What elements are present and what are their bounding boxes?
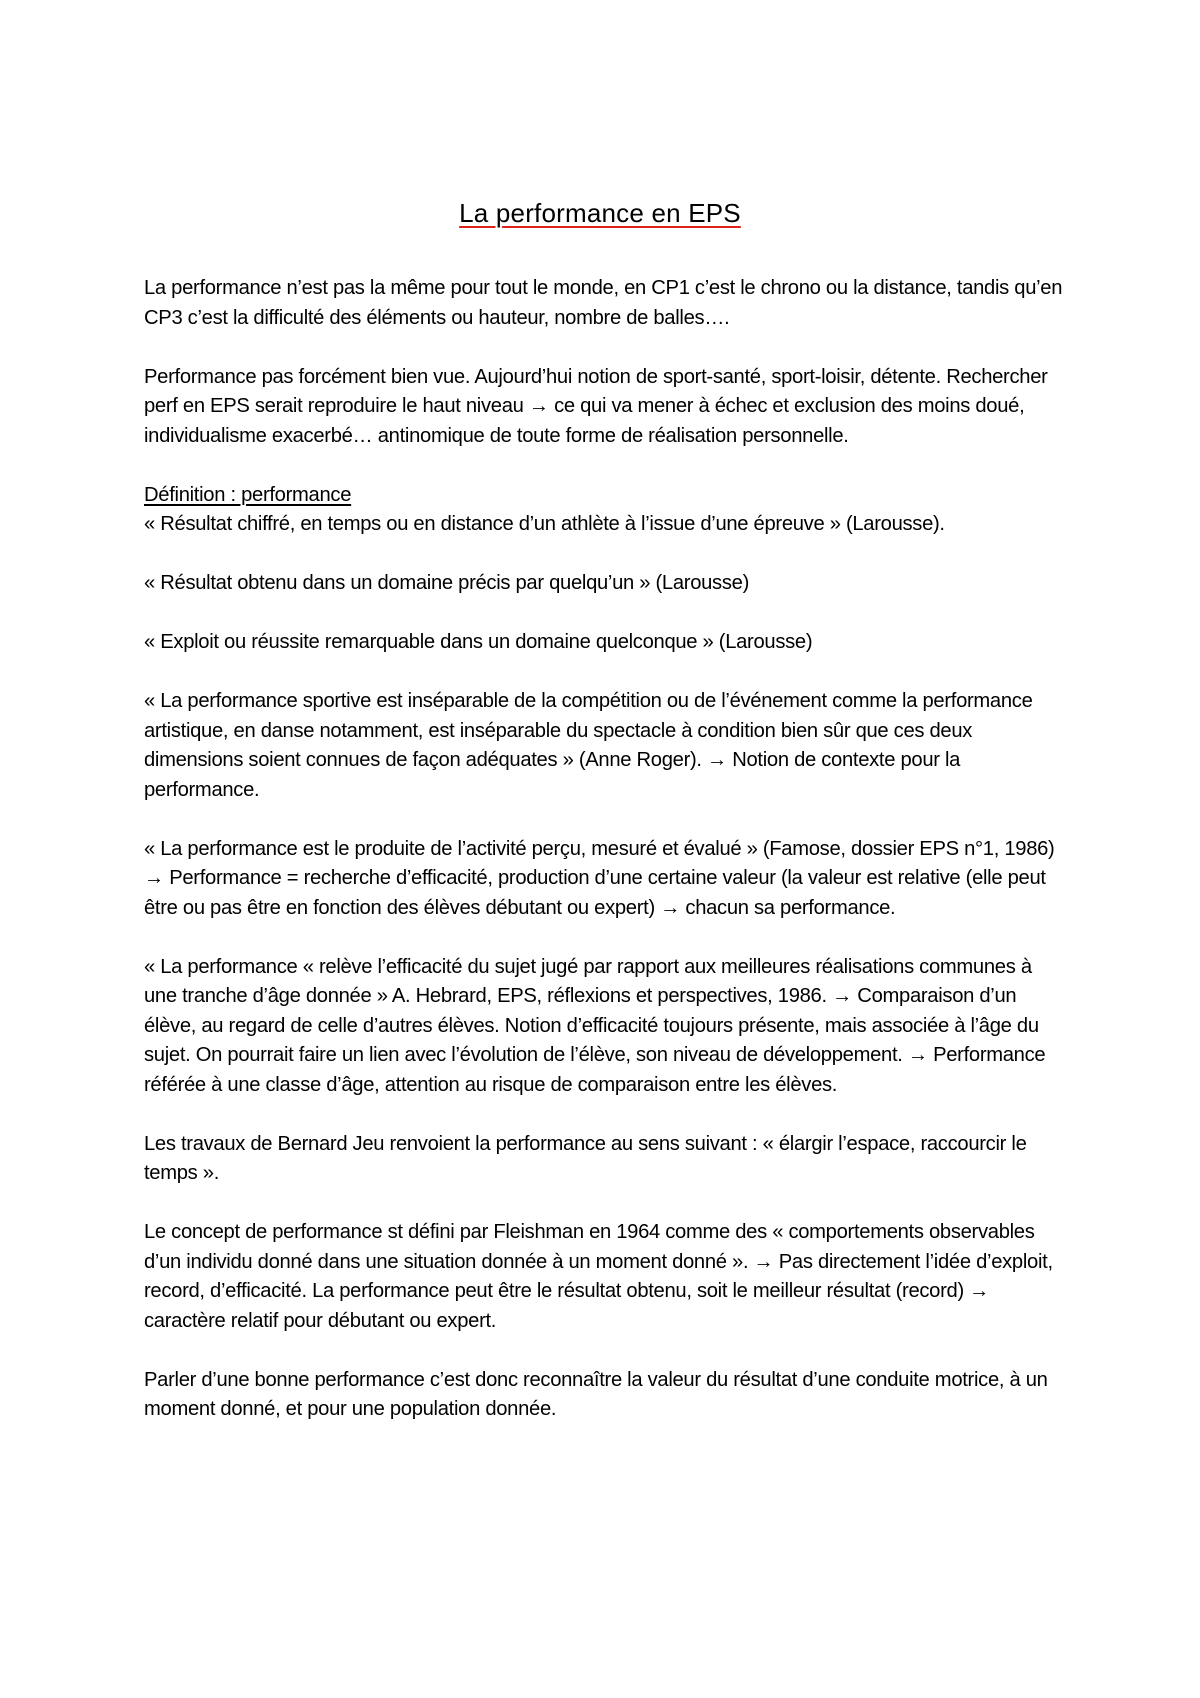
document-body	[144, 274, 1068, 1454]
quote-hebrard: « La performance « relève l’efficacité du sujet jugé par rapport aux meilleures réalisations communes à une tranche d’âge donnée » A. Hebrard, EPS, réflexions et perspectives, 1986. → Comparaison d’un élève, au regard de celle d’autres élèves. Notion d’efficacité toujours présente, mais associée à l’âge du sujet. On pourrait faire un lien avec l’évolution de l’élève, son niveau de développement. → Performance référée à une classe d’âge, attention au risque de comparaison entre les élèves.	[144, 955, 1046, 1096]
paragraph-performance-view: Performance pas forcément bien vue. Aujourd’hui notion de sport-santé, sport-loisir, détente. Rechercher perf en EPS serait reproduire le haut niveau → ce qui va mener à échec et exclusion des moins doué, individualisme exacerbé… antinomique de toute forme de réalisation personnelle.	[144, 365, 1048, 447]
paragraph-intro: La performance n’est pas la même pour tout le monde, en CP1 c’est le chrono ou la distance, tandis qu’en CP3 c’est la difficulté des éléments ou hauteur, nombre de balles….	[144, 277, 1063, 329]
quote-anne-roger: « La performance sportive est inséparable de la compétition ou de l’événement comme la performance artistique, en danse notamment, est inséparable du spectacle à condition bien sûr que ces deux dimensions soient connues de façon adéquates » (Anne Roger). → Notion de contexte pour la performance.	[144, 690, 1033, 801]
paragraph-fleishman: Le concept de performance st défini par Fleishman en 1964 comme des « comportements observables d’un individu donné dans une situation donnée à un moment donné ». → Pas directement l’idée d’exploit, record, d’efficacité. La performance peut être le résultat obtenu, soit le meilleur résultat (record) → caractère relatif pour débutant ou expert.	[144, 1221, 1053, 1332]
paragraph-conclusion: Parler d’une bonne performance c’est donc reconnaître la valeur du résultat d’une conduite motrice, à un moment donné, et pour une population donnée.	[144, 1368, 1048, 1420]
page-title-text: La performance en EPS	[459, 198, 741, 228]
paragraph-bernard-jeu: Les travaux de Bernard Jeu renvoient la performance au sens suivant : « élargir l’espace, raccourcir le temps ».	[144, 1132, 1027, 1184]
page-title	[0, 196, 1200, 230]
definition-heading-text: Définition : performance	[144, 483, 352, 506]
definition-larousse-1: « Résultat chiffré, en temps ou en distance d’un athlète à l’issue d’une épreuve » (Larousse).	[144, 513, 945, 535]
definition-larousse-3: « Exploit ou réussite remarquable dans un domaine quelconque » (Larousse)	[144, 631, 813, 653]
definition-larousse-2: « Résultat obtenu dans un domaine précis par quelqu’un » (Larousse)	[144, 572, 749, 594]
definition-heading	[144, 481, 1068, 511]
quote-famose: « La performance est le produite de l’activité perçu, mesuré et évalué » (Famose, dossier EPS n°1, 1986) → Performance = recherche d’efficacité, production d’une certaine valeur (la valeur est relative (elle peut être ou pas être en fonction des élèves débutant ou expert) → chacun sa performance.	[144, 837, 1055, 919]
